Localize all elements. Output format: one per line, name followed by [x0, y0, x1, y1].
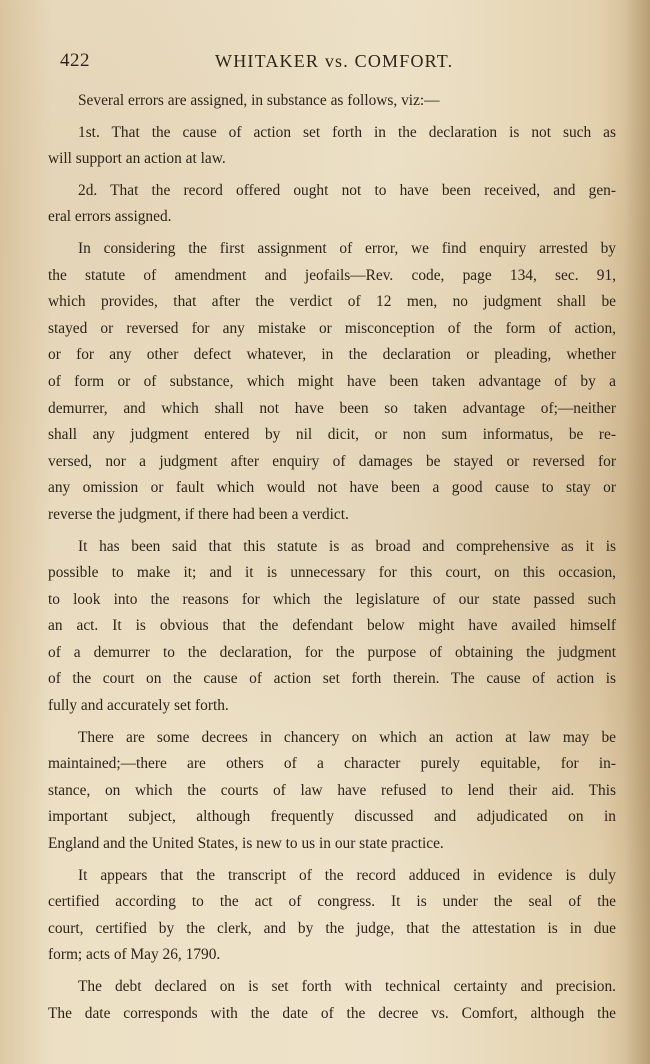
- text-line: The debt declared on is set forth with technical certainty and precision.: [78, 978, 616, 995]
- text-line: of a demurrer to the declaration, for the purpose of obtaining the judgment: [48, 643, 616, 661]
- text-line: Several errors are assigned, in substance as follows, viz:—: [78, 92, 440, 109]
- text-line: of form or of substance, which might have been taken advantage of by a: [48, 372, 616, 390]
- text-line: possible to make it; and it is unnecessary for this court, on this occasion,: [48, 564, 616, 582]
- text-line: 2d. That the record offered ought not to have been received, and gen-: [78, 181, 616, 199]
- paragraph: [48, 88, 616, 115]
- text-line: fully and accurately set forth.: [48, 697, 229, 715]
- text-line: The date corresponds with the date of the decree vs. Comfort, although the: [48, 1004, 616, 1022]
- page-edge-shadow: [624, 0, 650, 1064]
- text-line: court, certified by the clerk, and by the judge, that the attestation is in due: [48, 919, 616, 937]
- paragraph: [48, 178, 616, 231]
- text-line: versed, nor a judgment after enquiry of damages be stayed or reversed for: [48, 452, 616, 470]
- text-line: eral errors assigned.: [48, 208, 172, 226]
- paragraph: [48, 236, 616, 529]
- text-line: of the court on the cause of action set forth therein. The cause of action is: [48, 670, 616, 688]
- text-line: to look into the reasons for which the legislature of our state passed such: [48, 590, 616, 608]
- text-line: stance, on which the courts of law have refused to lend their aid. This: [48, 781, 616, 799]
- text-line: England and the United States, is new to us in our state practice.: [48, 835, 444, 853]
- text-line: reverse the judgment, if there had been a verdict.: [48, 505, 349, 523]
- text-line: or for any other defect whatever, in the declaration or pleading, whether: [48, 346, 616, 364]
- text-line: In considering the first assignment of error, we find enquiry arrested by: [78, 239, 616, 257]
- body-text: [48, 88, 616, 1032]
- text-line: certified according to the act of congress. It is under the seal of the: [48, 893, 616, 911]
- text-line: There are some decrees in chancery on which an action at law may be: [78, 728, 616, 746]
- paragraph: [48, 974, 616, 1027]
- text-line: important subject, although frequently discussed and adjudicated on in: [48, 808, 616, 826]
- paragraph: [48, 120, 616, 173]
- text-line: an act. It is obvious that the defendant below might have availed himself: [48, 617, 616, 635]
- text-line: which provides, that after the verdict of 12 men, no judgment shall be: [48, 293, 616, 311]
- paragraph: [48, 725, 616, 858]
- text-line: It appears that the transcript of the record adduced in evidence is duly: [78, 866, 616, 884]
- text-line: demurrer, and which shall not have been so taken advantage of;—neither: [48, 399, 616, 417]
- paragraph: [48, 863, 616, 969]
- page-number: 422: [60, 50, 90, 71]
- paragraph: [48, 534, 616, 720]
- running-title: WHITAKER vs. COMFORT.: [215, 51, 454, 71]
- page-header: [60, 50, 630, 80]
- text-line: the statute of amendment and jeofails—Rev. code, page 134, sec. 91,: [48, 266, 616, 284]
- text-line: will support an action at law.: [48, 150, 226, 168]
- text-line: 1st. That the cause of action set forth in the declaration is not such as: [78, 123, 616, 141]
- text-line: any omission or fault which would not have been a good cause to stay or: [48, 479, 616, 497]
- text-line: form; acts of May 26, 1790.: [48, 946, 221, 964]
- text-line: maintained;—there are others of a character purely equitable, for in-: [48, 755, 616, 773]
- text-line: shall any judgment entered by nil dicit, or non sum informatus, be re-: [48, 426, 616, 444]
- text-line: stayed or reversed for any mistake or misconception of the form of action,: [48, 319, 616, 337]
- text-line: It has been said that this statute is as broad and comprehensive as it is: [78, 537, 616, 555]
